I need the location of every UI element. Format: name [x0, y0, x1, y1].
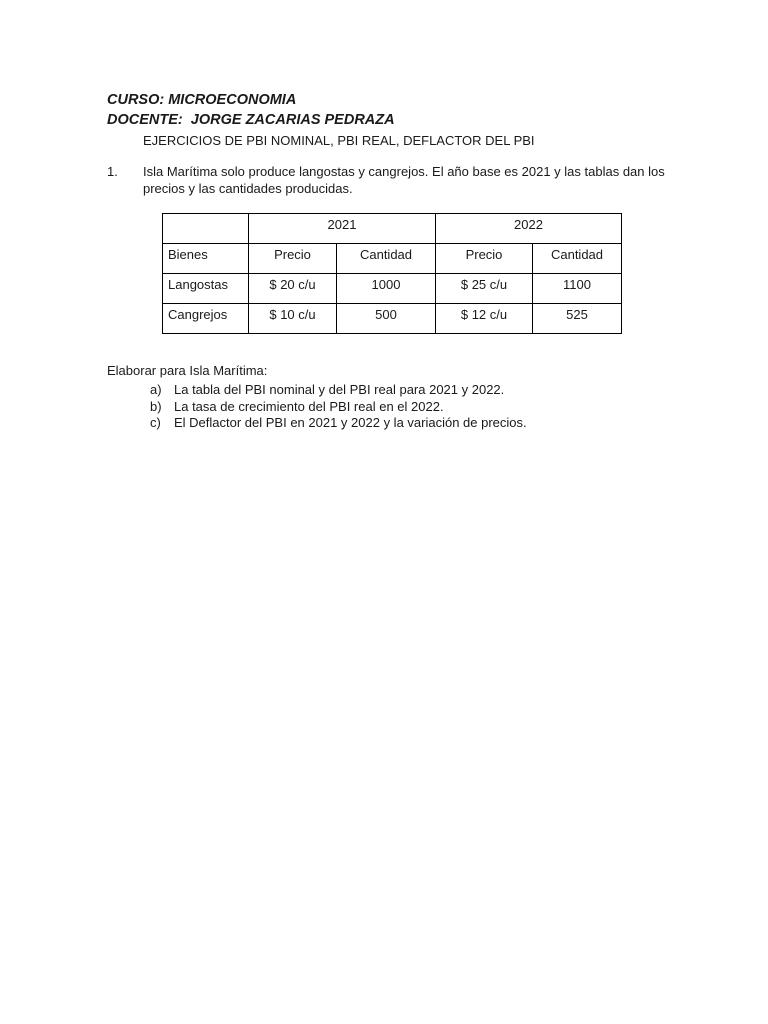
table-header-cell: Cantidad: [533, 244, 622, 274]
table-empty-cell: [163, 214, 249, 244]
table-header-cell: Precio: [436, 244, 533, 274]
task-list: [150, 382, 527, 432]
table-header-cell: Cantidad: [337, 244, 436, 274]
table-row: [163, 274, 622, 304]
list-item: [150, 415, 527, 432]
course-heading: CURSO: MICROECONOMIA: [107, 92, 297, 108]
table-year-row: [163, 214, 622, 244]
tasks-intro: Elaborar para Isla Marítima:: [107, 363, 268, 378]
task-label: a): [150, 382, 162, 397]
task-label: b): [150, 398, 162, 414]
table-header-row: [163, 244, 622, 274]
table-cell: Langostas: [163, 274, 249, 304]
table-cell: 1000: [337, 274, 436, 304]
teacher-heading: DOCENTE: JORGE ZACARIAS PEDRAZA: [107, 112, 395, 128]
list-item: [150, 399, 527, 416]
table-cell: 525: [533, 304, 622, 334]
list-item: [150, 382, 527, 399]
table-year-header: 2022: [436, 214, 622, 244]
table-row: [163, 304, 622, 334]
exercise-statement: Isla Marítima solo produce langostas y cangrejos. El año base es 2021 y las tablas dan los precios y las cantidades producidas.: [143, 164, 665, 196]
table-header-cell: Precio: [249, 244, 337, 274]
table-cell: Cangrejos: [163, 304, 249, 334]
table-year-header: 2021: [249, 214, 436, 244]
task-label: c): [150, 415, 161, 430]
table-cell: $ 20 c/u: [249, 274, 337, 304]
exercise-subtitle: EJERCICIOS DE PBI NOMINAL, PBI REAL, DEFLACTOR DEL PBI: [143, 133, 535, 148]
table-header-cell: Bienes: [163, 244, 249, 274]
exercise-number: 1.: [107, 164, 118, 179]
table-cell: 500: [337, 304, 436, 334]
production-table: [162, 213, 622, 334]
task-text: La tabla del PBI nominal y del PBI real para 2021 y 2022.: [174, 382, 505, 397]
table-cell: 1100: [533, 274, 622, 304]
task-text: La tasa de crecimiento del PBI real en el 2022.: [174, 398, 444, 414]
table-cell: $ 25 c/u: [436, 274, 533, 304]
table-cell: $ 10 c/u: [249, 304, 337, 334]
task-text: El Deflactor del PBI en 2021 y 2022 y la variación de precios.: [174, 415, 527, 430]
table-cell: $ 12 c/u: [436, 304, 533, 334]
